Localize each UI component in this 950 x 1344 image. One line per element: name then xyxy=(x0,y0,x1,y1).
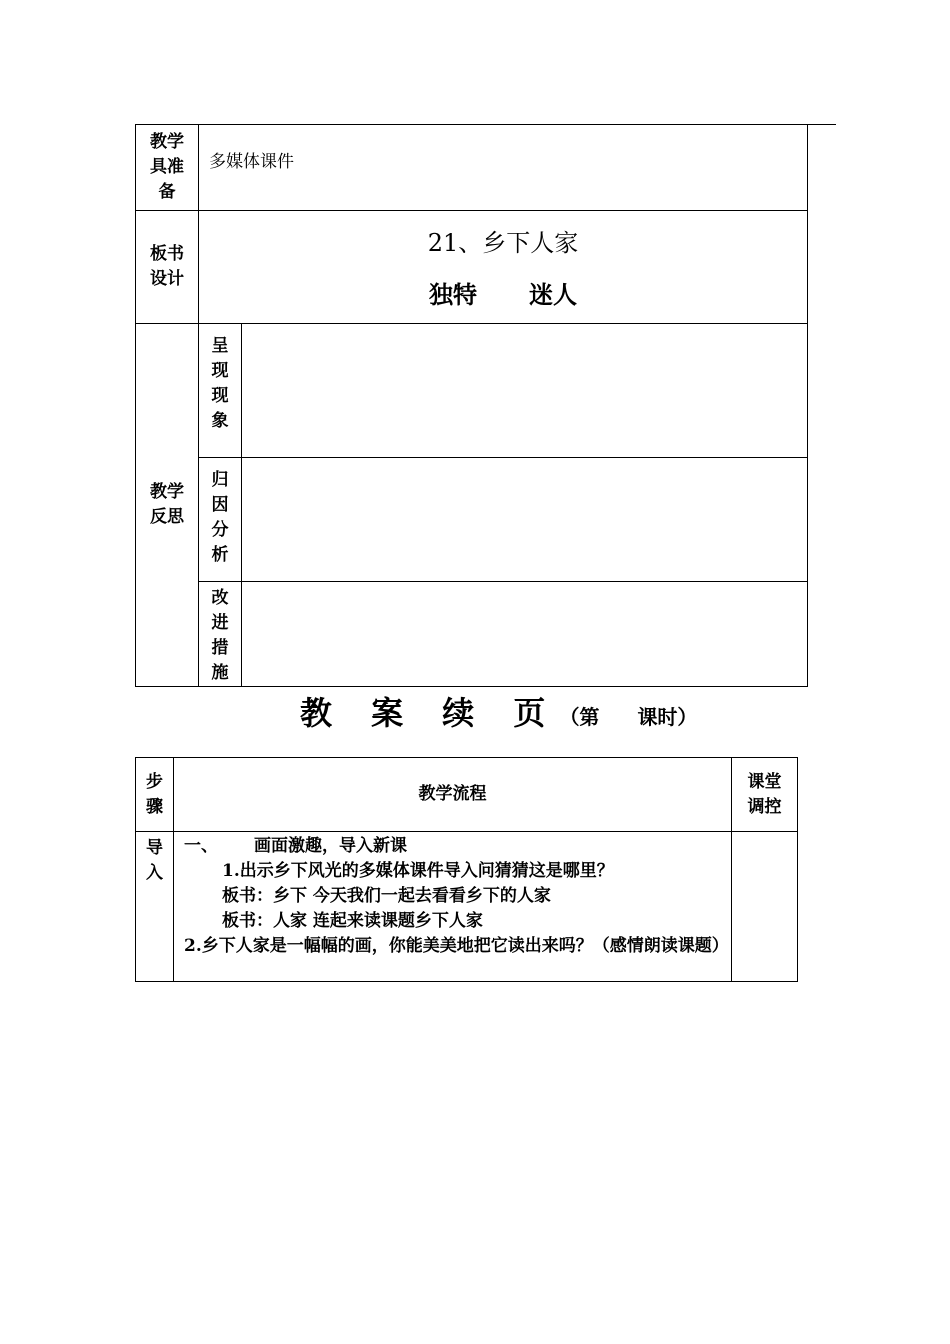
board-keywords xyxy=(199,280,807,310)
reflect-row-content-3[interactable] xyxy=(242,582,808,687)
flow-line-1: 一、 画面激趣，导入新课 xyxy=(184,836,407,856)
continuation-heading xyxy=(300,688,750,734)
board-label: 板书设计 xyxy=(136,211,199,324)
flow-line-5: 2.乡下人家是一幅幅的画，你能美美地把它读出来吗？（感情朗读课题） xyxy=(184,936,729,956)
board-design xyxy=(199,211,808,324)
reflect-row-content-2[interactable] xyxy=(242,458,808,582)
teaching-flow-table xyxy=(135,757,798,982)
corner-line xyxy=(808,124,836,125)
heading-paren-open: （第 xyxy=(559,705,600,729)
col-step: 步骤 xyxy=(136,758,174,832)
reflect-row-label-3: 改进措施 xyxy=(199,582,242,687)
reflect-row-label-1: 呈现现象 xyxy=(199,324,242,458)
prep-label: 教学具准备 xyxy=(136,125,199,211)
heading-title: 教 案 续 页 xyxy=(300,694,560,732)
prep-value: 多媒体课件 xyxy=(199,125,808,211)
board-word-1: 独特 xyxy=(429,280,477,309)
row-flow-intro xyxy=(174,832,732,982)
flow-line-2: 1.出示乡下风光的多媒体课件导入问猜猜这是哪里？ xyxy=(222,861,614,881)
heading-paren-close: 课时） xyxy=(637,705,698,729)
reflect-row-label-2: 归因分析 xyxy=(199,458,242,582)
reflect-label: 教学反思 xyxy=(136,324,199,687)
flow-line-3: 板书：乡下 今天我们一起去看看乡下的人家 xyxy=(222,886,551,906)
reflect-row-content-1[interactable] xyxy=(242,324,808,458)
row-step-intro: 导入 xyxy=(136,832,174,982)
lesson-plan-table xyxy=(135,124,808,687)
col-flow: 教学流程 xyxy=(174,758,732,832)
board-title: 21、乡下人家 xyxy=(427,229,579,257)
flow-line-4: 板书：人家 连起来读课题乡下人家 xyxy=(222,911,483,931)
board-word-2: 迷人 xyxy=(529,280,577,309)
row-ctrl-intro[interactable] xyxy=(732,832,798,982)
col-ctrl: 课堂调控 xyxy=(732,758,798,832)
